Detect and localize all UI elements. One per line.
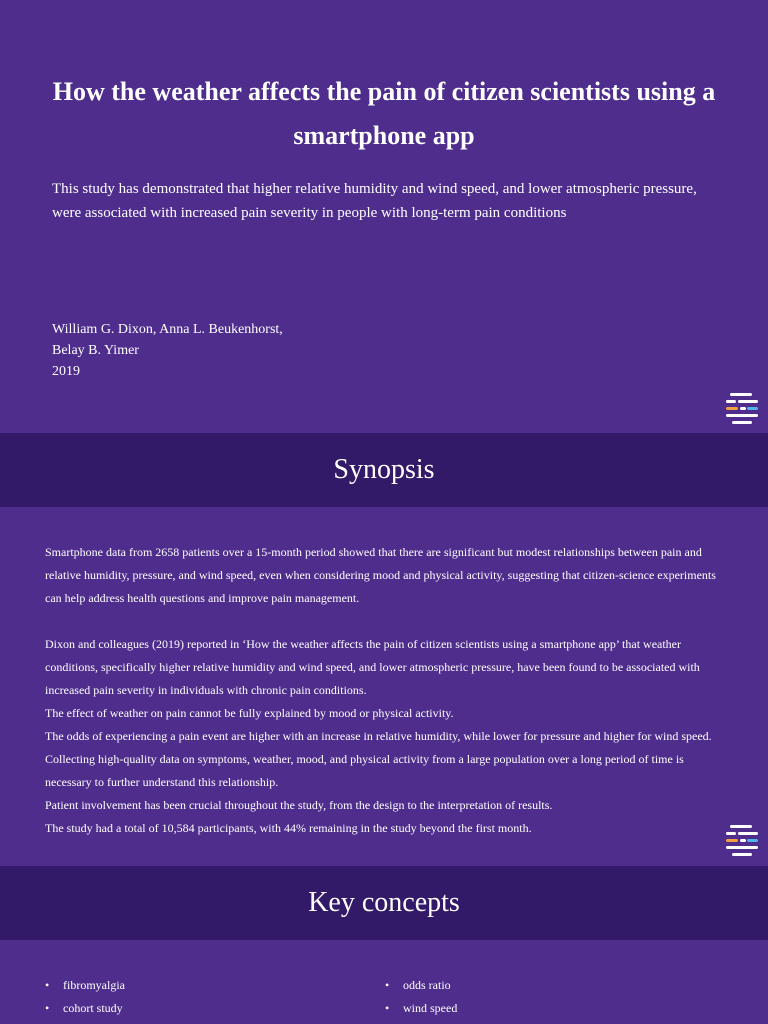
key-concepts-header	[0, 866, 768, 940]
stacked-lines-logo-icon[interactable]	[725, 391, 759, 425]
synopsis-paragraph: Collecting high-quality data on symptoms, weather, mood, and physical activity from a large population over a long period of time is necessary to further understand this relationship.	[45, 752, 684, 789]
stacked-lines-logo-icon[interactable]	[725, 823, 759, 857]
synopsis-paragraph: Patient involvement has been crucial throughout the study, from the design to the interpretation of results.	[45, 798, 553, 812]
synopsis-paragraph: Smartphone data from 2658 patients over a 15-month period showed that there are significant but modest relationships between pain and relative humidity, pressure, and wind speed, even when considering mood and physical activity, suggesting that citizen-science experiments can help address health questions and improve pain management.	[45, 545, 716, 605]
synopsis-body	[45, 541, 725, 840]
publication-year: 2019	[52, 364, 80, 379]
synopsis-paragraph: The effect of weather on pain cannot be fully explained by mood or physical activity.	[45, 706, 454, 720]
synopsis-heading: Synopsis	[333, 454, 435, 485]
author-block	[52, 319, 452, 382]
synopsis-header	[0, 433, 768, 507]
key-concepts-heading: Key concepts	[308, 887, 460, 918]
key-concept-item[interactable]: • wind speed	[385, 997, 457, 1020]
authors-line-2: Belay B. Yimer	[52, 343, 139, 358]
key-concept-item[interactable]: • odds ratio	[385, 974, 457, 997]
synopsis-paragraph: The study had a total of 10,584 participants, with 44% remaining in the study beyond the first month.	[45, 821, 532, 835]
paragraph-gap	[45, 610, 725, 633]
synopsis-paragraph: Dixon and colleagues (2019) reported in ‘How the weather affects the pain of citizen scientists using a smartphone app’ that weather conditions, specifically higher relative humidity and wind speed, and lower atmospheric pressure, have been found to be associated with increased pain severity in individuals with chronic pain conditions.	[45, 637, 700, 697]
title-section	[0, 0, 768, 433]
key-concept-item[interactable]: • cohort study	[45, 997, 125, 1020]
paper-summary: This study has demonstrated that higher relative humidity and wind speed, and lower atmospheric pressure, were associated with increased pain severity in people with long-term pain conditions	[52, 181, 697, 221]
key-concepts-list-left	[45, 974, 125, 1020]
paper-title: How the weather affects the pain of citizen scientists using a smartphone app	[52, 77, 716, 150]
authors-line-1: William G. Dixon, Anna L. Beukenhorst,	[52, 322, 283, 337]
key-concept-item[interactable]: • fibromyalgia	[45, 974, 125, 997]
synopsis-paragraph: The odds of experiencing a pain event are higher with an increase in relative humidity, while lower for pressure and higher for wind speed.	[45, 729, 712, 743]
key-concepts-list-right	[385, 974, 457, 1020]
